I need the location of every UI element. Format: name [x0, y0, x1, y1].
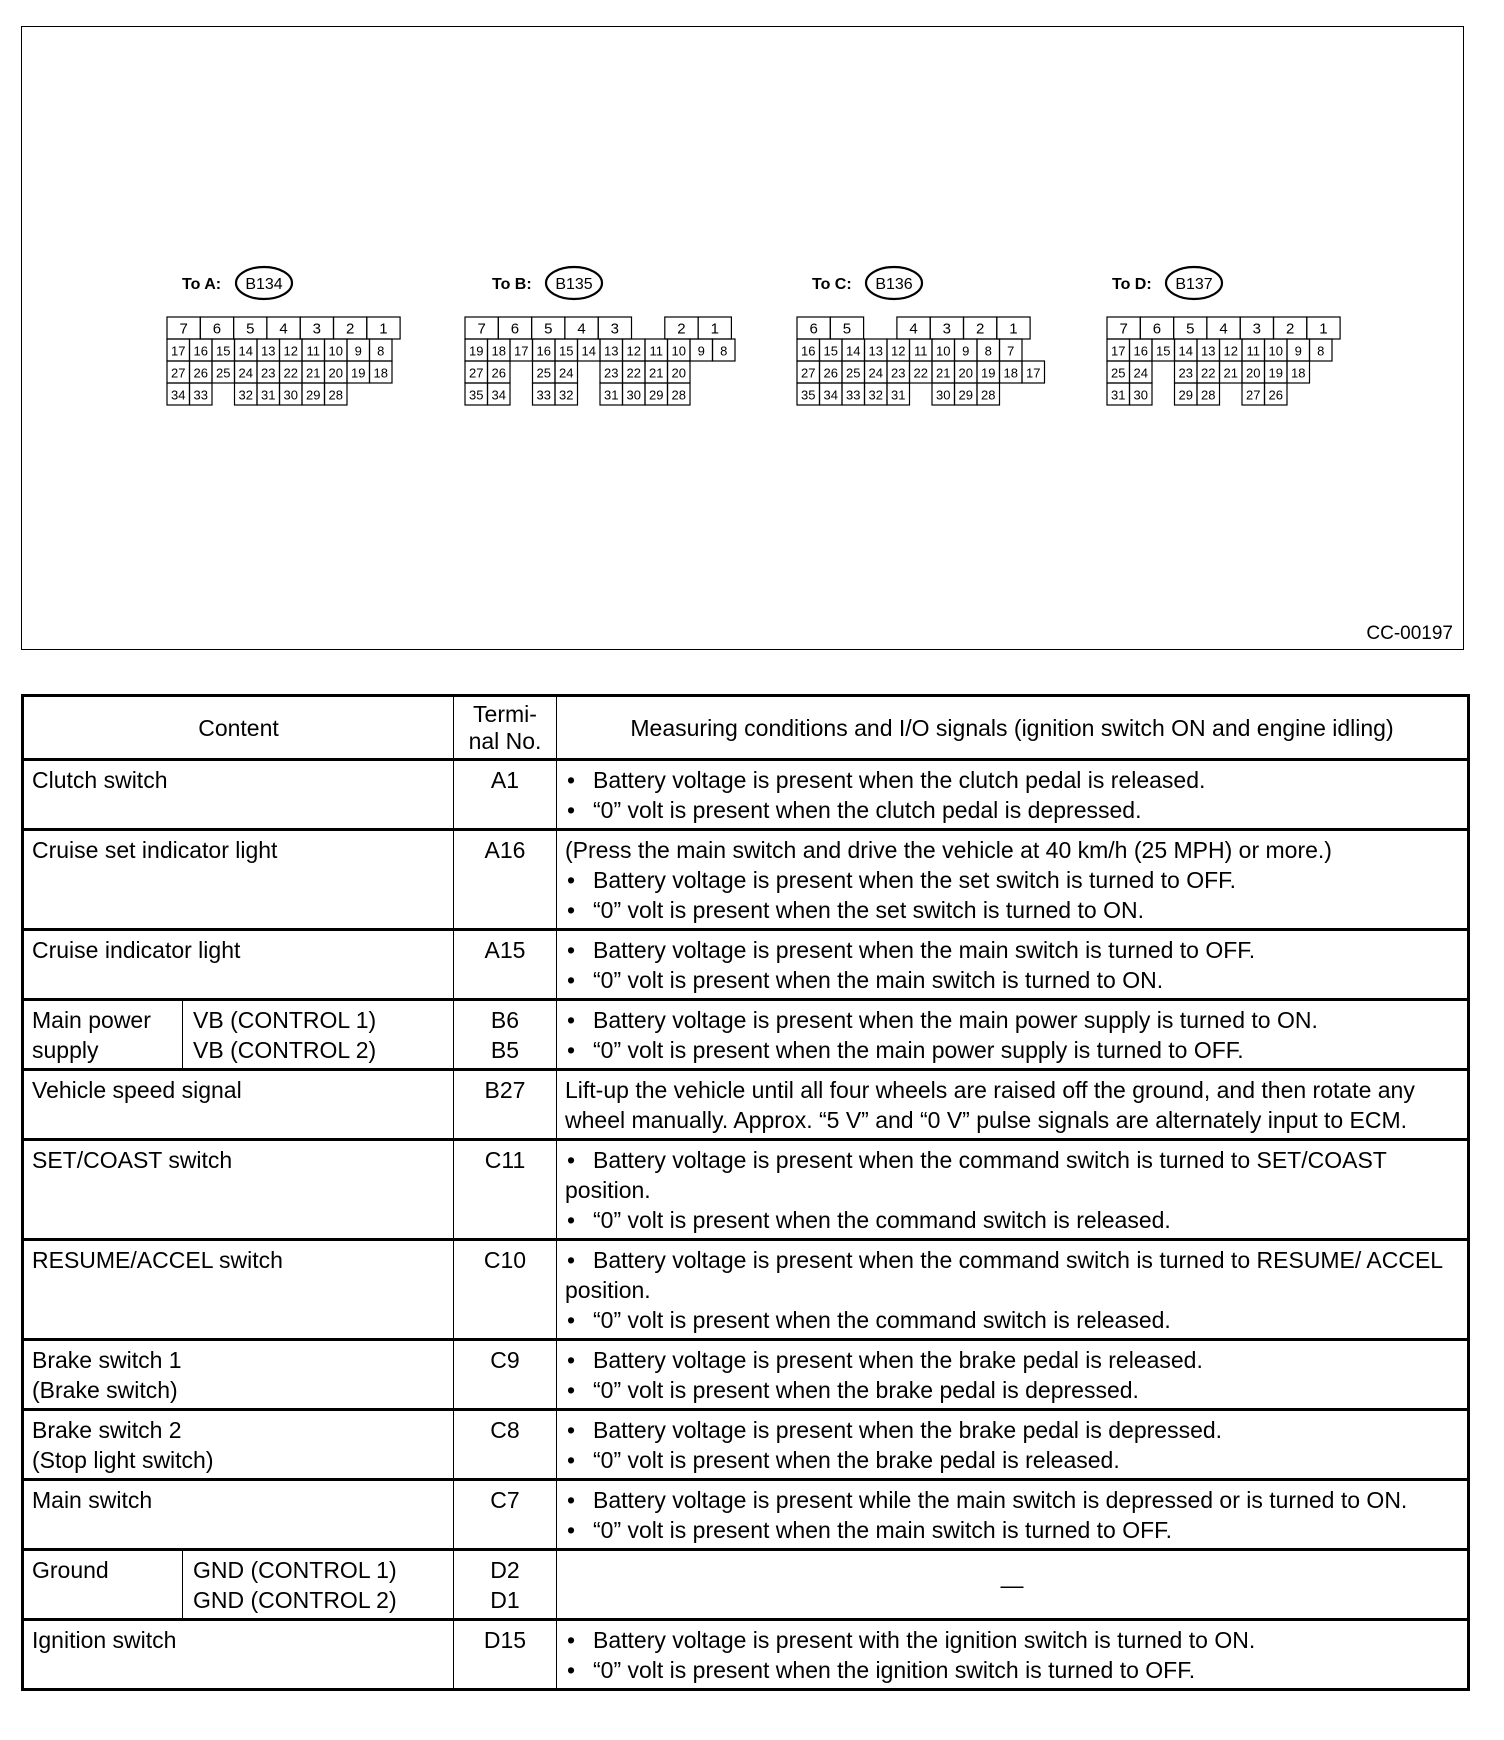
- pin-number: 7: [1007, 343, 1015, 359]
- pin-number: 31: [261, 387, 276, 403]
- pin-number: 35: [801, 387, 816, 403]
- terminal-no: C9: [490, 1347, 520, 1373]
- pin-number: 2: [677, 320, 686, 338]
- pin-number: 29: [306, 387, 321, 403]
- pin-number: 9: [354, 343, 362, 359]
- pin-number: 6: [510, 320, 520, 338]
- connector-code: B134: [245, 276, 283, 293]
- pin-number: 1: [710, 320, 719, 338]
- pin-number: 31: [1111, 387, 1126, 403]
- pin-number: 3: [942, 320, 952, 338]
- conditions-cell: —: [557, 1550, 1469, 1620]
- pin-number: 18: [491, 343, 506, 359]
- pin-number: 12: [283, 343, 298, 359]
- pin-number: 26: [823, 365, 838, 381]
- content-sub: VB (CONTROL 2): [193, 1037, 377, 1063]
- content-cell: [23, 1480, 454, 1550]
- pin-number: 8: [984, 343, 992, 359]
- terminal-no: D2: [490, 1557, 520, 1583]
- pin-number: 18: [373, 365, 388, 381]
- terminal-cell: [454, 1480, 557, 1550]
- condition-bullet: • Battery voltage is present when the brake pedal is released.: [565, 1345, 1459, 1375]
- pin-number: 1: [379, 320, 388, 338]
- content-cell: [23, 760, 454, 830]
- pin-number: 18: [1291, 365, 1306, 381]
- terminal-no: D1: [490, 1587, 520, 1613]
- pin-number: 11: [306, 343, 320, 359]
- pin-number: 21: [936, 365, 951, 381]
- pin-number: 22: [626, 365, 641, 381]
- content-text: Main switch: [32, 1487, 153, 1513]
- content-cell: [23, 1070, 454, 1140]
- condition-bullet: • Battery voltage is present when the command switch is turned to RESUME/ ACCEL position.: [565, 1245, 1459, 1305]
- pin-number: 35: [469, 387, 484, 403]
- content-cell: [23, 1410, 454, 1480]
- pin-number: 2: [1285, 320, 1295, 338]
- pin-number: 20: [328, 365, 343, 381]
- pin-number: 25: [846, 365, 861, 381]
- pin-number: 34: [491, 387, 506, 403]
- pin-number: 9: [697, 343, 705, 359]
- content-sub: VB (CONTROL 1): [193, 1007, 377, 1033]
- conditions-cell: [557, 930, 1469, 1000]
- pin-number: 26: [193, 365, 208, 381]
- pin-number: 27: [801, 365, 816, 381]
- pin-number: 13: [1201, 343, 1216, 359]
- conditions-cell: [557, 1410, 1469, 1480]
- pin-number: 10: [328, 343, 343, 359]
- pin-number: 20: [1246, 365, 1261, 381]
- content-main: Main power supply: [24, 1001, 183, 1068]
- pin-number: 28: [328, 387, 343, 403]
- pin-number: 4: [577, 320, 586, 338]
- pin-number: 34: [823, 387, 838, 403]
- terminal-cell: [454, 1410, 557, 1480]
- pin-number: 3: [312, 320, 322, 338]
- content-cell: [23, 830, 454, 930]
- conditions-cell: [557, 1070, 1469, 1140]
- conditions-cell: [557, 1480, 1469, 1550]
- pin-number: 34: [171, 387, 186, 403]
- content-cell: [23, 1240, 454, 1340]
- pin-number: 6: [212, 320, 222, 338]
- connector-figure: [21, 26, 1464, 650]
- pin-number: 26: [1268, 387, 1283, 403]
- connector-label: To A:: [182, 276, 222, 293]
- pin-number: 3: [1252, 320, 1262, 338]
- terminal-cell: [454, 1070, 557, 1140]
- pin-number: 27: [1246, 387, 1261, 403]
- content-subs: [183, 1555, 397, 1615]
- pin-number: 32: [238, 387, 253, 403]
- pin-number: 25: [216, 365, 231, 381]
- terminal-spec-table: [21, 694, 1470, 1691]
- table-row: [23, 1000, 1469, 1070]
- terminal-cell: [454, 930, 557, 1000]
- pin-number: 33: [536, 387, 551, 403]
- pin-number: 30: [626, 387, 641, 403]
- terminal-cell: [454, 1140, 557, 1240]
- condition-bullet: • “0” volt is present when the command switch is released.: [565, 1305, 1459, 1335]
- condition-bullet: • “0” volt is present when the ignition switch is turned to OFF.: [565, 1655, 1459, 1685]
- content-cell: [23, 930, 454, 1000]
- pin-number: 8: [377, 343, 385, 359]
- condition-bullet: • “0” volt is present when the command switch is released.: [565, 1205, 1459, 1235]
- pin-number: 2: [345, 320, 355, 338]
- table-row: [23, 760, 1469, 830]
- content-split: [32, 1005, 445, 1065]
- pin-number: 5: [246, 320, 255, 338]
- pin-number: 26: [491, 365, 506, 381]
- condition-note: Lift-up the vehicle until all four wheels are raised off the ground, and then rotate any wheel manually. Approx. “5 V” and “0 V” pulse signals are alternately input to ECM.: [565, 1077, 1415, 1133]
- pin-number: 5: [1186, 320, 1195, 338]
- terminal-cell: [454, 1620, 557, 1690]
- pin-number: 7: [179, 320, 188, 338]
- terminal-cell: [454, 760, 557, 830]
- pin-number: 1: [1319, 320, 1328, 338]
- table-row: [23, 1340, 1469, 1410]
- pin-number: 5: [544, 320, 553, 338]
- terminal-no: D15: [483, 1627, 527, 1653]
- header-terminal: [454, 696, 557, 760]
- condition-bullet: • “0” volt is present when the main switch is turned to OFF.: [565, 1515, 1459, 1545]
- terminal-no: C8: [490, 1417, 520, 1443]
- pin-number: 30: [283, 387, 298, 403]
- pin-number: 16: [193, 343, 208, 359]
- table-row: [23, 1070, 1469, 1140]
- header-terminal-text: Termi- nal No.: [468, 701, 542, 754]
- pin-number: 2: [975, 320, 985, 338]
- pin-number: 8: [1317, 343, 1325, 359]
- pin-number: 28: [981, 387, 996, 403]
- pin-number: 27: [469, 365, 484, 381]
- content-text: Brake switch 1: [32, 1347, 182, 1373]
- pin-number: 21: [649, 365, 664, 381]
- conditions-cell: [557, 1620, 1469, 1690]
- condition-bullet: • Battery voltage is present when the command switch is turned to SET/COAST position.: [565, 1145, 1459, 1205]
- pin-number: 28: [1201, 387, 1216, 403]
- pin-number: 10: [671, 343, 686, 359]
- content-text: Clutch switch: [32, 767, 168, 793]
- condition-bullet: • Battery voltage is present when the set switch is turned to OFF.: [565, 865, 1459, 895]
- pin-number: 23: [891, 365, 906, 381]
- connector-code: B137: [1175, 276, 1213, 293]
- pin-number: 17: [1026, 365, 1041, 381]
- pin-number: 25: [1111, 365, 1126, 381]
- pin-number: 10: [936, 343, 951, 359]
- pin-number: 8: [720, 343, 728, 359]
- condition-bullet: • Battery voltage is present when the main power supply is turned to ON.: [565, 1005, 1459, 1035]
- pin-number: 12: [626, 343, 641, 359]
- pin-number: 14: [238, 343, 253, 359]
- content-text: Brake switch 2: [32, 1417, 182, 1443]
- figure-code: CC-00197: [1366, 623, 1453, 644]
- connector-code: B136: [875, 276, 913, 293]
- pin-number: 19: [351, 365, 366, 381]
- pin-number: 15: [559, 343, 574, 359]
- pin-number: 1: [1009, 320, 1018, 338]
- pin-number: 11: [1246, 343, 1260, 359]
- pin-number: 30: [1133, 387, 1148, 403]
- pin-number: 13: [604, 343, 619, 359]
- pin-number: 22: [913, 365, 928, 381]
- pin-number: 25: [536, 365, 551, 381]
- content-subs: [183, 1005, 376, 1065]
- pin-number: 17: [514, 343, 529, 359]
- pin-number: 19: [1268, 365, 1283, 381]
- pin-number: 6: [809, 320, 818, 338]
- conditions-cell: [557, 830, 1469, 930]
- pin-number: 13: [261, 343, 276, 359]
- pin-number: 9: [962, 343, 970, 359]
- condition-bullet: • “0” volt is present when the main power supply is turned to OFF.: [565, 1035, 1459, 1065]
- pin-number: 28: [671, 387, 686, 403]
- pin-number: 12: [891, 343, 906, 359]
- content-text: Cruise set indicator light: [32, 837, 278, 863]
- content-cell: [23, 1140, 454, 1240]
- pin-number: 24: [868, 365, 883, 381]
- terminal-no: C11: [484, 1147, 526, 1173]
- connector-diagram: [22, 27, 1462, 647]
- terminal-no: C10: [483, 1247, 527, 1273]
- condition-bullet: • Battery voltage is present with the ignition switch is turned to ON.: [565, 1625, 1459, 1655]
- condition-bullet: • Battery voltage is present when the clutch pedal is released.: [565, 765, 1459, 795]
- condition-bullet: • “0” volt is present when the main switch is turned to ON.: [565, 965, 1459, 995]
- terminal-no: C7: [490, 1487, 520, 1513]
- pin-number: 23: [604, 365, 619, 381]
- pin-number: 12: [1223, 343, 1238, 359]
- content-text: (Brake switch): [32, 1377, 178, 1403]
- pin-number: 5: [842, 320, 852, 338]
- table-row: [23, 1550, 1469, 1620]
- table-row: [23, 1240, 1469, 1340]
- header-conditions: Measuring conditions and I/O signals (ignition switch ON and engine idling): [557, 696, 1469, 760]
- content-cell: [23, 1000, 454, 1070]
- pin-number: 22: [283, 365, 298, 381]
- terminal-no: A16: [484, 837, 526, 863]
- pin-number: 23: [1178, 365, 1193, 381]
- content-text: Ignition switch: [32, 1627, 177, 1653]
- pin-number: 16: [801, 343, 816, 359]
- condition-bullet: • Battery voltage is present when the brake pedal is depressed.: [565, 1415, 1459, 1445]
- condition-bullet: • “0” volt is present when the set switch is turned to ON.: [565, 895, 1459, 925]
- table-row: [23, 1140, 1469, 1240]
- pin-number: 21: [306, 365, 321, 381]
- table-row: [23, 830, 1469, 930]
- pin-number: 4: [909, 320, 918, 338]
- pin-number: 14: [581, 343, 596, 359]
- condition-bullet: • Battery voltage is present while the main switch is depressed or is turned to ON.: [565, 1485, 1459, 1515]
- content-text: Cruise indicator light: [32, 937, 241, 963]
- terminal-no: A1: [490, 767, 520, 793]
- conditions-cell: [557, 1240, 1469, 1340]
- connector-label: To D:: [1112, 276, 1152, 293]
- pin-number: 33: [193, 387, 208, 403]
- pin-number: 15: [1156, 343, 1171, 359]
- pin-number: 30: [936, 387, 951, 403]
- pin-number: 17: [1111, 343, 1126, 359]
- condition-bullet: • “0” volt is present when the brake pedal is released.: [565, 1445, 1459, 1475]
- terminal-cell: [454, 830, 557, 930]
- pin-number: 21: [1223, 365, 1238, 381]
- table-row: [23, 1410, 1469, 1480]
- pin-number: 16: [1133, 343, 1148, 359]
- pin-number: 19: [981, 365, 996, 381]
- content-main: Ground: [24, 1551, 183, 1618]
- pin-number: 11: [649, 343, 663, 359]
- table-header-row: [23, 696, 1469, 760]
- connector-code: B135: [555, 276, 593, 293]
- header-content: Content: [23, 696, 454, 760]
- pin-number: 24: [1133, 365, 1148, 381]
- pin-number: 14: [1178, 343, 1193, 359]
- content-cell: [23, 1550, 454, 1620]
- content-cell: [23, 1340, 454, 1410]
- pin-number: 29: [649, 387, 664, 403]
- pin-number: 7: [477, 320, 486, 338]
- content-text: Vehicle speed signal: [32, 1077, 242, 1103]
- pin-number: 20: [958, 365, 973, 381]
- pin-number: 16: [536, 343, 551, 359]
- pin-number: 18: [1003, 365, 1018, 381]
- terminal-no: B27: [484, 1077, 526, 1103]
- terminal-cell: [454, 1550, 557, 1620]
- pin-number: 32: [559, 387, 574, 403]
- table-row: [23, 930, 1469, 1000]
- condition-bullet: • Battery voltage is present when the main switch is turned to OFF.: [565, 935, 1459, 965]
- pin-number: 3: [610, 320, 620, 338]
- terminal-cell: [454, 1240, 557, 1340]
- pin-number: 22: [1201, 365, 1216, 381]
- table-row: [23, 1620, 1469, 1690]
- condition-note: (Press the main switch and drive the vehicle at 40 km/h (25 MPH) or more.): [565, 837, 1332, 863]
- condition-bullet: • “0” volt is present when the clutch pedal is depressed.: [565, 795, 1459, 825]
- pin-number: 14: [846, 343, 861, 359]
- condition-bullet: • “0” volt is present when the brake pedal is depressed.: [565, 1375, 1459, 1405]
- content-text: SET/COAST switch: [32, 1147, 233, 1173]
- connector-label: To B:: [492, 276, 532, 293]
- connector-label: To C:: [812, 276, 852, 293]
- content-split: [32, 1555, 445, 1615]
- content-sub: GND (CONTROL 2): [193, 1587, 397, 1613]
- pin-number: 11: [914, 343, 928, 359]
- pin-number: 15: [216, 343, 231, 359]
- pin-number: 6: [1152, 320, 1162, 338]
- pin-number: 9: [1294, 343, 1302, 359]
- pin-number: 20: [671, 365, 686, 381]
- pin-number: 27: [171, 365, 186, 381]
- pin-number: 29: [1178, 387, 1193, 403]
- pin-number: 31: [891, 387, 906, 403]
- pin-number: 29: [958, 387, 973, 403]
- terminal-cell: [454, 1340, 557, 1410]
- pin-number: 32: [868, 387, 883, 403]
- pin-number: 24: [238, 365, 253, 381]
- terminal-no: B6: [490, 1007, 520, 1033]
- pin-number: 19: [469, 343, 484, 359]
- pin-number: 17: [171, 343, 186, 359]
- content-sub: GND (CONTROL 1): [193, 1557, 397, 1583]
- terminal-cell: [454, 1000, 557, 1070]
- conditions-cell: [557, 1000, 1469, 1070]
- pin-number: 23: [261, 365, 276, 381]
- pin-number: 31: [604, 387, 619, 403]
- conditions-cell: [557, 1340, 1469, 1410]
- conditions-cell: [557, 760, 1469, 830]
- table-row: [23, 1480, 1469, 1550]
- terminal-no: B5: [490, 1037, 520, 1063]
- pin-number: 33: [846, 387, 861, 403]
- pin-number: 7: [1119, 320, 1128, 338]
- content-cell: [23, 1620, 454, 1690]
- content-text: RESUME/ACCEL switch: [32, 1247, 283, 1273]
- pin-number: 4: [279, 320, 288, 338]
- pin-number: 24: [559, 365, 574, 381]
- pin-number: 13: [868, 343, 883, 359]
- content-text: (Stop light switch): [32, 1447, 214, 1473]
- pin-number: 4: [1219, 320, 1228, 338]
- pin-number: 15: [823, 343, 838, 359]
- pin-number: 10: [1268, 343, 1283, 359]
- terminal-no: A15: [484, 937, 526, 963]
- conditions-cell: [557, 1140, 1469, 1240]
